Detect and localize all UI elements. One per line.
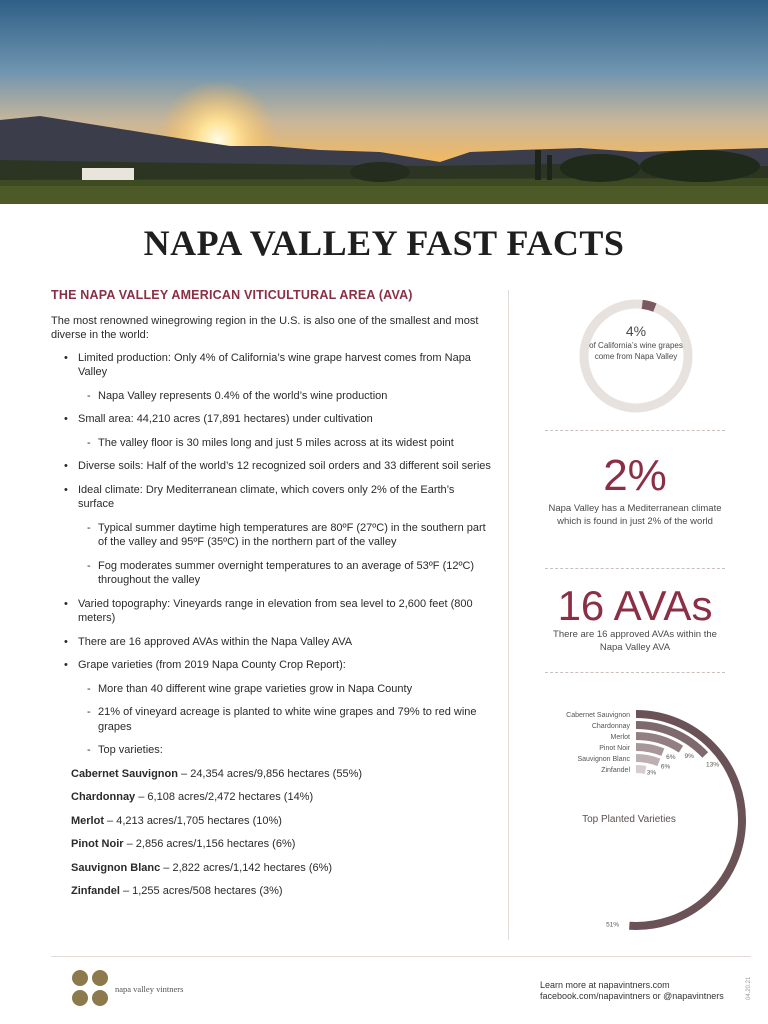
variety-name: Pinot Noir — [71, 838, 124, 850]
brand-name: napa valley vintners — [115, 984, 184, 994]
chart-category-label: Cabernet Sauvignon — [566, 712, 630, 719]
fact-bullet-text: Varied topography: Vineyards range in elevation from sea level to 2,600 feet (800 meters) — [78, 597, 473, 624]
chart-category-label: Merlot — [610, 734, 630, 741]
dashed-divider — [545, 568, 725, 569]
variety-detail: – 1,255 acres/508 hectares (3%) — [119, 885, 283, 897]
chart-category-label: Sauvignon Blanc — [577, 756, 630, 763]
chart-category-label: Chardonnay — [591, 723, 630, 730]
fact-bullet — [51, 597, 491, 626]
climate-stat-desc: Napa Valley has a Mediterranean climate which is found in just 2% of the world — [548, 503, 722, 527]
variety-detail: – 6,108 acres/2,472 hectares (14%) — [135, 791, 314, 803]
chart-arc-zinfandel — [636, 769, 646, 770]
chart-value-label: 9% — [684, 752, 694, 760]
column-divider — [508, 290, 509, 940]
fact-bullet-text: There are 16 approved AVAs within the Napa Valley AVA — [78, 635, 353, 648]
fact-bullet — [51, 658, 491, 758]
chart-value-label: 3% — [646, 769, 657, 777]
chart-title: Top Planted Varieties — [582, 814, 676, 825]
ring-value: 4% — [625, 323, 647, 339]
variety-item — [71, 837, 491, 852]
sub-bullet: - Top varieties: — [78, 743, 491, 758]
fact-bullet — [51, 635, 491, 650]
chart-value-label: 6% — [666, 753, 676, 761]
chart-category-label: Zinfandel — [601, 767, 630, 774]
sub-bullets — [78, 436, 491, 451]
sunset-vineyard-image — [0, 0, 768, 204]
ring-stat — [583, 323, 689, 362]
hero-photo — [0, 0, 768, 204]
sub-bullet: - The valley floor is 30 miles long and just 5 miles across at its widest point — [78, 436, 491, 451]
sub-bullet: - More than 40 different wine grape varieties grow in Napa County — [78, 682, 491, 697]
fact-bullet — [51, 412, 491, 450]
ring-desc: of California’s wine grapes come from Napa Valley — [589, 341, 683, 361]
variety-item — [71, 767, 491, 782]
variety-detail: – 24,354 acres/9,856 hectares (55%) — [177, 767, 363, 780]
variety-item — [71, 790, 491, 805]
chart-arc-pinot-noir — [636, 747, 663, 752]
page-title: NAPA VALLEY FAST FACTS — [143, 223, 625, 263]
sub-bullets — [78, 389, 491, 404]
chart-value-label: 6% — [660, 763, 671, 771]
variety-name: Merlot — [71, 814, 104, 827]
sub-bullet: - Napa Valley represents 0.4% of the world’s wine production — [78, 389, 491, 404]
ava-stat-value: 16 AVAs — [557, 582, 713, 629]
variety-name: Cabernet Sauvignon — [71, 767, 178, 780]
ava-stat-desc: There are 16 approved AVAs within the Napa Valley AVA — [553, 629, 717, 653]
fact-bullet-text: Grape varieties (from 2019 Napa County Crop Report): — [78, 659, 346, 671]
intro-text: The most renowned winegrowing region in the U.S. is also one of the smallest and most diverse in the world: — [51, 314, 479, 341]
section-heading: THE NAPA VALLEY AMERICAN VITICULTURAL AREA (AVA) — [51, 288, 413, 302]
fact-bullet-text: Ideal climate: Dry Mediterranean climate, which covers only 2% of the Earth’s surface — [78, 483, 455, 510]
fact-bullets — [51, 351, 491, 758]
dashed-divider — [545, 672, 725, 673]
variety-name: Zinfandel — [71, 885, 120, 897]
variety-name: Sauvignon Blanc — [71, 861, 161, 874]
fact-bullet-text: Small area: 44,210 acres (17,891 hectares) under cultivation — [78, 413, 373, 425]
sub-bullet: - Typical summer daytime high temperatures are 80ºF (27ºC) in the southern part of the valley and 95ºF (35ºC) in the northern part of the valley — [78, 521, 491, 550]
social-link[interactable]: facebook.com/napavintners or @napavintners — [540, 991, 724, 1001]
variety-detail: – 4,213 acres/1,705 hectares (10%) — [104, 814, 282, 827]
date-stamp: 04.20.21 — [746, 976, 752, 1000]
footer-divider — [51, 956, 751, 957]
ring-fill — [642, 304, 655, 307]
variety-item — [71, 861, 491, 876]
fact-bullet-text: Diverse soils: Half of the world’s 12 recognized soil orders and 33 different soil series — [78, 460, 491, 472]
climate-stat-value: 2% — [603, 451, 667, 500]
variety-detail: – 2,822 acres/1,142 hectares (6%) — [160, 861, 333, 874]
fact-bullet — [51, 351, 491, 404]
variety-name: Chardonnay — [71, 791, 136, 803]
footer-links — [540, 980, 724, 1002]
dashed-divider — [545, 430, 725, 431]
chart-category-label: Pinot Noir — [599, 745, 630, 752]
variety-item — [71, 884, 491, 899]
fact-bullet — [51, 483, 491, 588]
fact-bullet-text: Limited production: Only 4% of California’s wine grape harvest comes from Napa Valley — [78, 351, 471, 378]
sub-bullet: - Fog moderates summer overnight temperatures to an average of 53ºF (12ºC) throughout the valley — [78, 559, 491, 588]
napa-valley-vintners-logo-icon — [70, 968, 110, 1008]
chart-value-label: 51% — [606, 921, 620, 929]
fact-bullet — [51, 459, 491, 474]
variety-item — [71, 814, 491, 829]
sub-bullets — [78, 682, 491, 758]
variety-detail: – 2,856 acres/1,156 hectares (6%) — [123, 838, 296, 850]
chart-arc-sauvignon-blanc — [636, 758, 659, 762]
sub-bullets — [78, 521, 491, 588]
sub-bullet: - 21% of vineyard acreage is planted to white wine grapes and 79% to red wine grapes — [78, 705, 491, 734]
fact-list-column — [51, 288, 491, 908]
variety-list — [51, 767, 491, 899]
website-link[interactable]: Learn more at napavintners.com — [540, 980, 670, 990]
chart-value-label: 13% — [706, 761, 720, 769]
